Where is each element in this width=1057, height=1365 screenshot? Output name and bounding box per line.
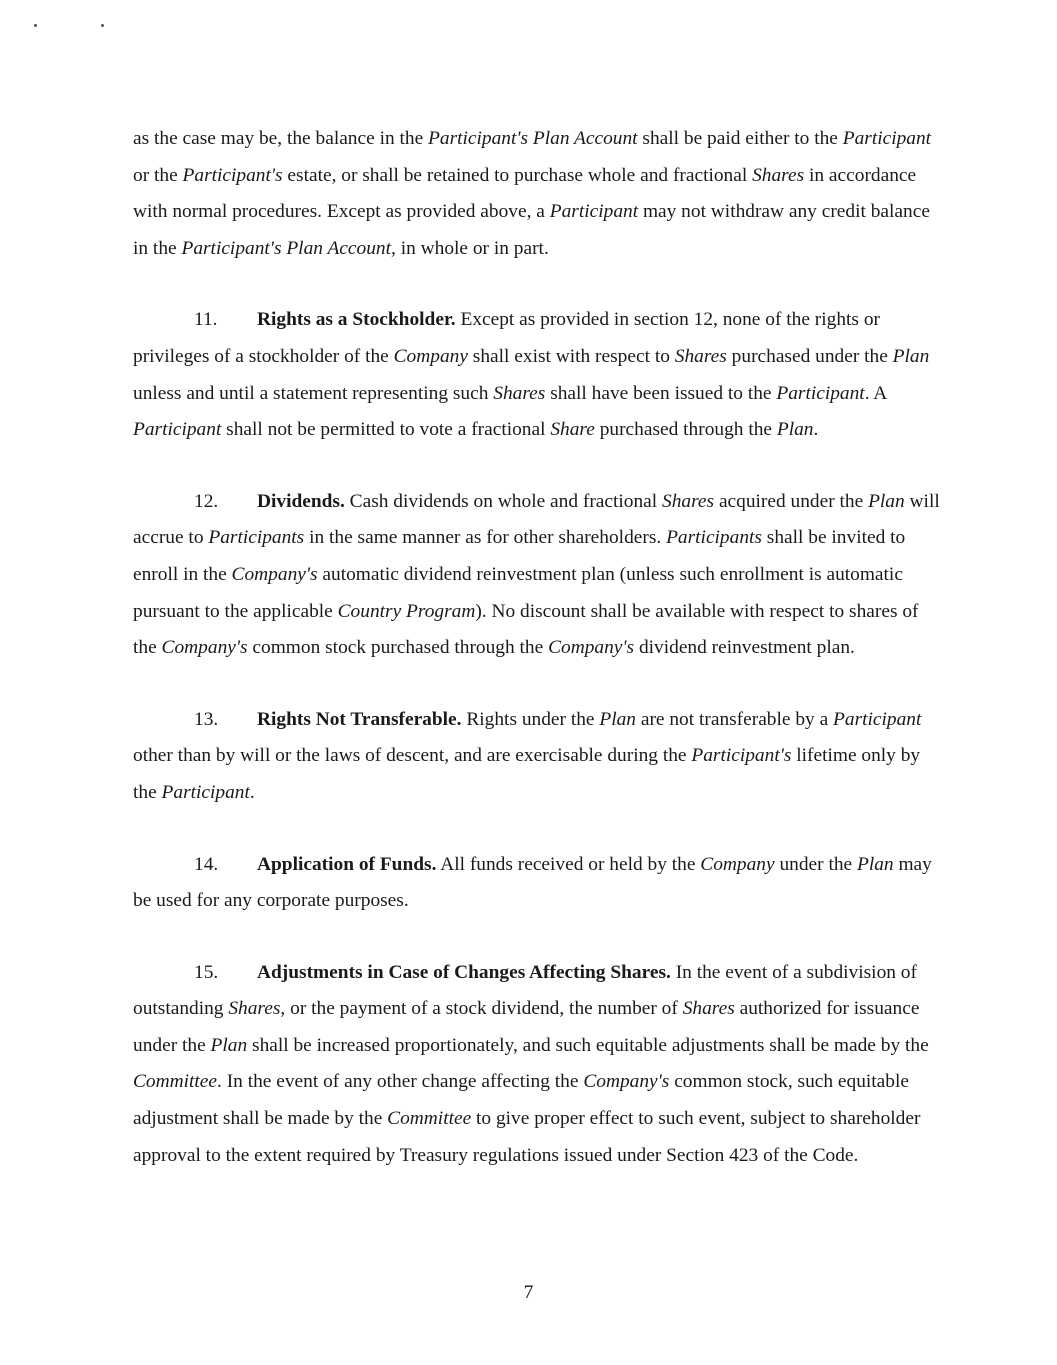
defined-term: Participant — [842, 128, 932, 149]
defined-term: Shares — [493, 382, 546, 404]
defined-term: Participant — [133, 419, 222, 441]
defined-term: Participant's Plan Account — [428, 128, 638, 149]
section-heading: Rights as a Stockholder. — [257, 309, 456, 331]
section-body: Except as provided in section 12, none of the rights or privileges of a stockholder of the Company shall exist with respect to Shares purchased under the Plan unless and until a statement representing such Shares shall have been issued to the Participant. A Participant shall not be permitted to vote a fractional Share purchased through the Plan. — [133, 309, 930, 441]
section-11 — [133, 302, 945, 448]
section-number: 15. — [194, 961, 219, 983]
defined-term: Company's — [161, 637, 248, 659]
defined-term: Committee — [133, 1071, 218, 1093]
section-number: 13. — [194, 708, 219, 730]
defined-term: Company's — [548, 637, 635, 659]
defined-term: Plan — [776, 419, 814, 441]
section-15 — [133, 955, 945, 1175]
defined-term: Participant's — [182, 164, 283, 186]
defined-term: Shares — [752, 164, 805, 186]
defined-term: Share — [550, 419, 595, 441]
defined-term: Participant — [833, 708, 922, 730]
section-number: 11. — [194, 309, 218, 331]
section-heading: Rights Not Transferable. — [257, 708, 462, 730]
defined-term: Company's — [583, 1071, 670, 1093]
document-page — [133, 121, 945, 1209]
section-12 — [133, 484, 945, 667]
defined-term: Shares — [682, 998, 735, 1020]
defined-term: Company — [700, 853, 775, 875]
defined-term: Plan — [868, 490, 905, 512]
defined-term: Participants — [666, 527, 762, 549]
defined-term: Shares — [228, 998, 281, 1020]
defined-term: Plan — [892, 345, 930, 367]
section-14 — [133, 847, 945, 920]
section-13 — [133, 702, 945, 812]
section-body: Cash dividends on whole and fractional Shares acquired under the Plan will accrue to Participants in the same manner as for other shareholders. Participants shall be invited to enroll in the Company's automatic dividend reinvestment plan (unless such enrollment is automatic pursuant to the applicable Country Program). No discount shall be available with respect to shares of the Company's common stock purchased through the Company's dividend reinvestment plan. — [133, 490, 940, 659]
section-heading: Adjustments in Case of Changes Affecting Shares. — [257, 961, 671, 983]
page-number: 7 — [523, 1282, 534, 1303]
defined-term: Participant — [776, 382, 865, 404]
defined-term: Plan — [857, 853, 894, 875]
scan-mark — [34, 24, 37, 27]
defined-term: Participants — [208, 527, 305, 549]
defined-term: Country Program — [337, 600, 476, 622]
section-body: All funds received or held by the Company under the Plan may be used for any corporate purposes. — [133, 853, 932, 912]
defined-term: Plan — [210, 1034, 248, 1056]
section-number: 12. — [194, 490, 219, 512]
defined-term: Participant's Plan Account — [181, 237, 391, 259]
section-number: 14. — [194, 853, 219, 875]
section-heading: Application of Funds. — [257, 853, 437, 875]
defined-term: Plan — [599, 708, 636, 730]
defined-term: Shares — [674, 345, 727, 367]
defined-term: Participant — [161, 781, 250, 803]
defined-term: Company — [393, 345, 468, 367]
intro-paragraph: as the case may be, the balance in the Participant's Plan Account shall be paid either to the Participant or the Participant's estate, or shall be retained to purchase whole and fractional Shares in accordance with normal procedures. Except as provided above, a Participant may not withdraw any credit balance in the Participant's Plan Account, in whole or in part. — [133, 128, 932, 259]
defined-term: Shares — [662, 490, 715, 512]
defined-term: Participant's — [691, 745, 792, 767]
section-body: Rights under the Plan are not transferable by a Participant other than by will or the laws of descent, and are exercisable during the Participant's lifetime only by the Participant. — [133, 708, 922, 803]
section-heading: Dividends. — [257, 490, 345, 512]
section-body: In the event of a subdivision of outstanding Shares, or the payment of a stock dividend, the number of Shares authorized for issuance under the Plan shall be increased proportionately, and such equitable adjustments shall be made by the Committee. In the event of any other change affecting the Company's common stock, such equitable adjustment shall be made by the Committee to give proper effect to such event, subject to shareholder approval to the extent required by Treasury regulations issued under Section 423 of the Code. — [133, 961, 929, 1166]
defined-term: Participant — [549, 201, 639, 223]
defined-term: Committee — [387, 1108, 472, 1130]
scan-mark — [101, 24, 104, 27]
defined-term: Company's — [231, 563, 318, 585]
